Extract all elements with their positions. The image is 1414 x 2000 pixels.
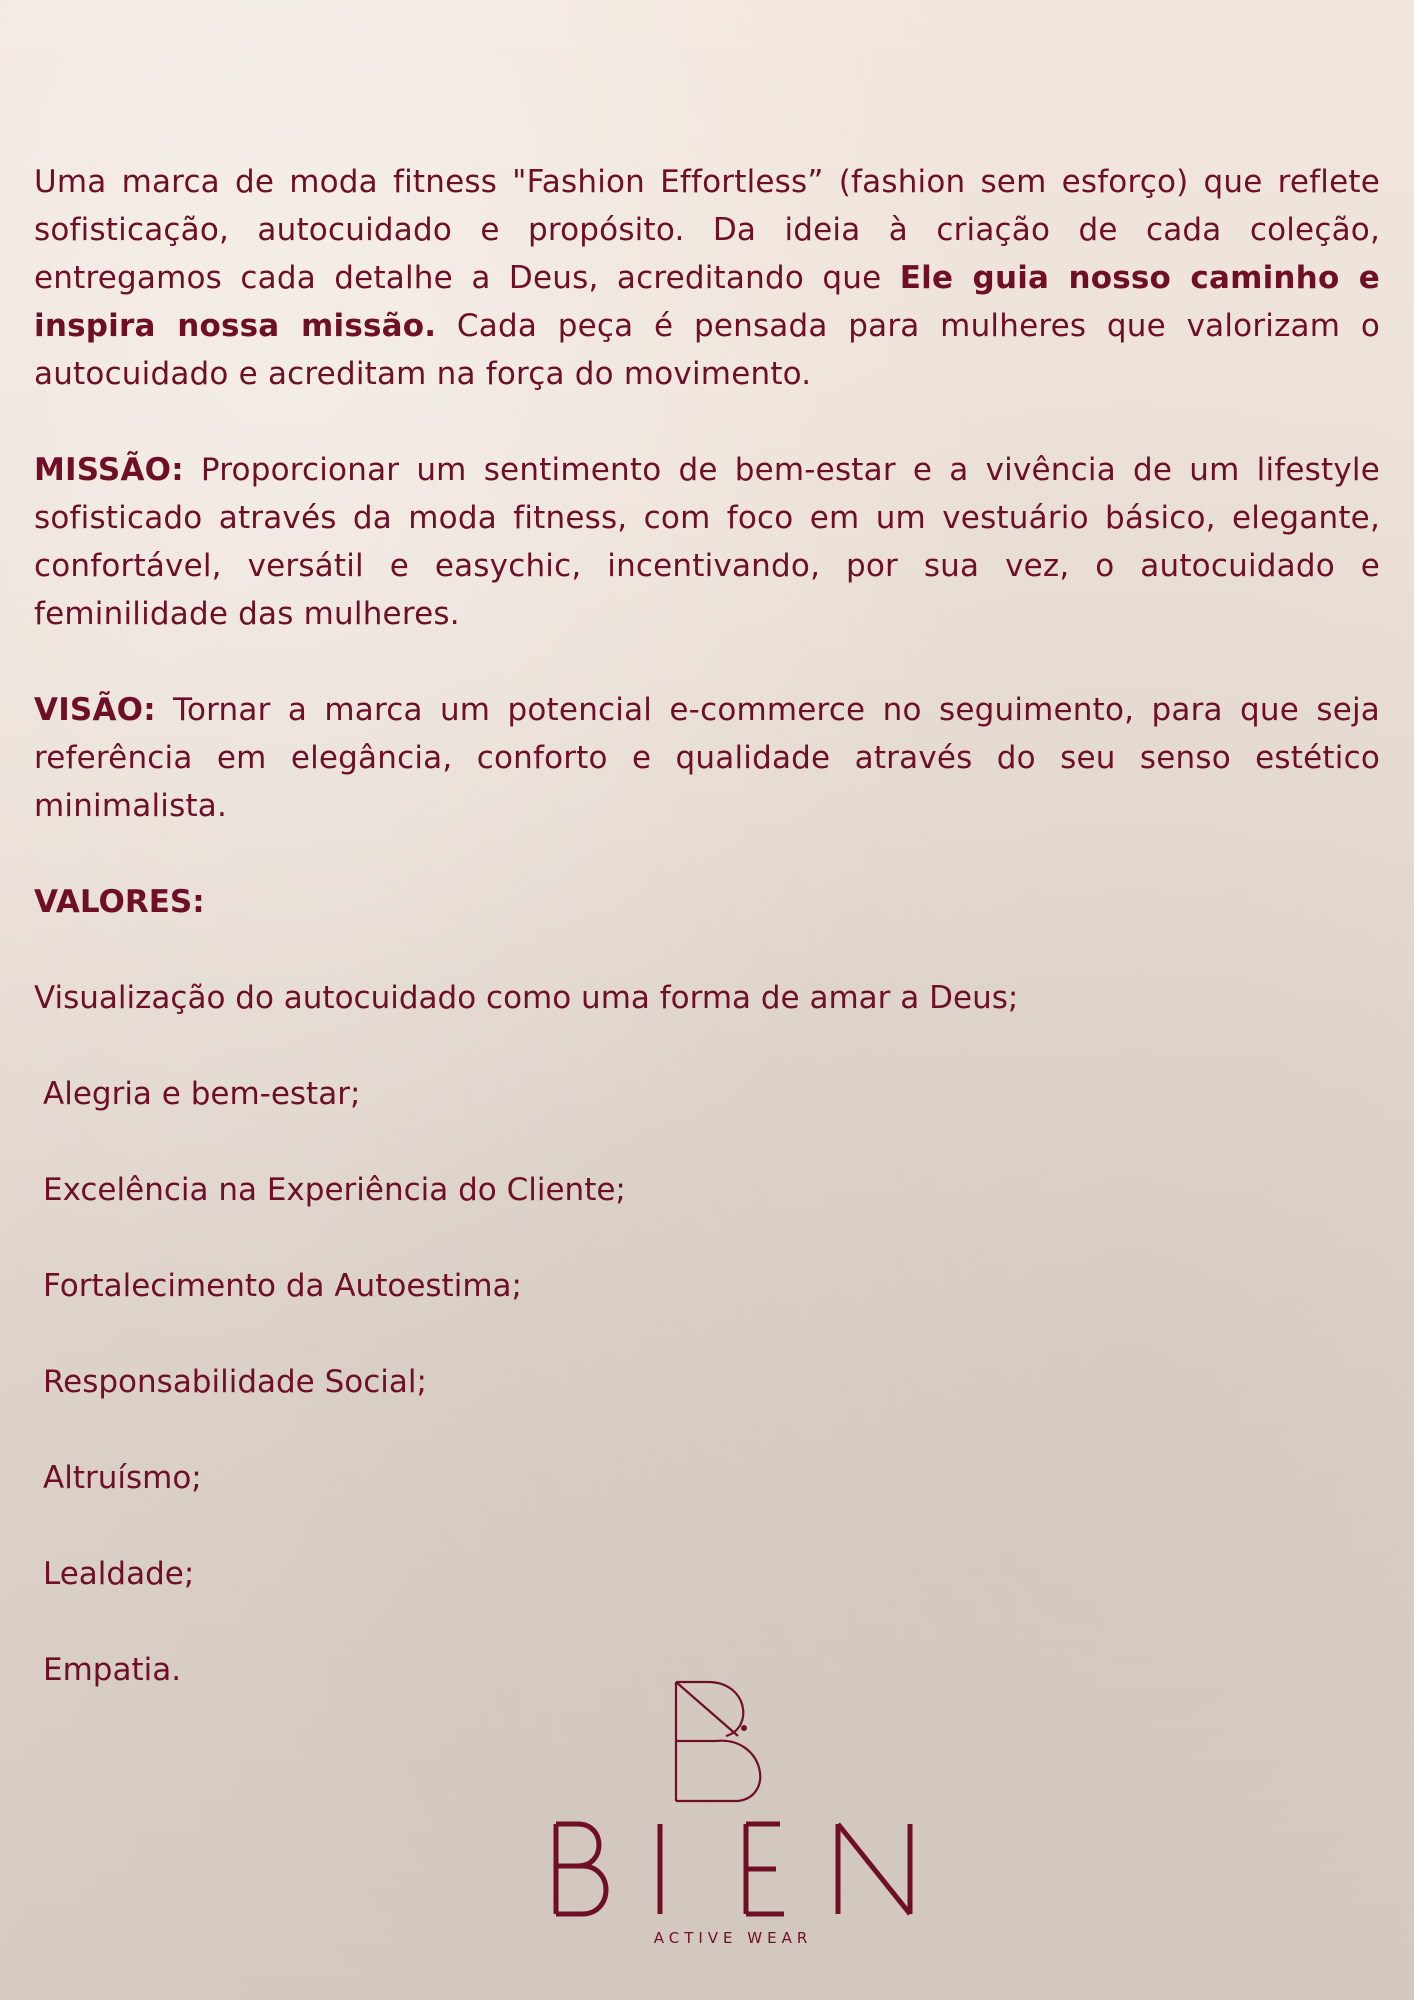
mission-label: MISSÃO: — [34, 452, 184, 488]
logo-tagline: ACTIVE WEAR — [653, 1929, 813, 1947]
vision-text: Tornar a marca um potencial e-commerce no seguimento, para que seja referência em elegância, conforto e qualidade através do seu senso estético minimalista. — [34, 692, 1380, 824]
document-body — [34, 158, 1380, 1742]
values-item: Visualização do autocuidado como uma forma de amar a Deus; — [34, 980, 1019, 1016]
values-heading: VALORES: — [34, 884, 205, 920]
intro-text-start: Uma marca de moda fitness "Fashion Effortless” (fashion sem esforço) que reflete sofisticação, autocuidado e propósito. Da ideia à criação de cada coleção, entregamos cada detalhe a Deus, acreditando que — [34, 164, 1380, 296]
mission-text: Proporcionar um sentimento de bem-estar e a vivência de um lifestyle sofisticado através da moda fitness, com foco em um vestuário básico, elegante, confortável, versátil e easychic, incentivando, por sua vez, o autocuidado e feminilidade das mulheres. — [34, 452, 1380, 632]
values-item: Lealdade; — [43, 1556, 195, 1592]
values-item: Alegria e bem-estar; — [43, 1076, 361, 1112]
bien-monogram-icon — [548, 1676, 918, 1926]
mission-paragraph — [34, 446, 1380, 638]
vision-label: VISÃO: — [34, 692, 156, 728]
values-item: Empatia. — [43, 1652, 182, 1688]
values-item: Responsabilidade Social; — [43, 1364, 427, 1400]
values-item: Altruísmo; — [43, 1460, 202, 1496]
values-item: Fortalecimento da Autoestima; — [43, 1268, 522, 1304]
intro-text-end: Cada peça é pensada para mulheres que valorizam o autocuidado e acreditam na força do movimento. — [34, 308, 1380, 392]
bien-logo — [548, 1676, 918, 1956]
values-item: Excelência na Experiência do Cliente; — [43, 1172, 626, 1208]
intro-bold-text: Ele guia nosso caminho e inspira nossa missão. — [34, 260, 1380, 344]
values-list — [34, 974, 1380, 1694]
vision-paragraph — [34, 686, 1380, 830]
intro-paragraph — [34, 158, 1380, 398]
